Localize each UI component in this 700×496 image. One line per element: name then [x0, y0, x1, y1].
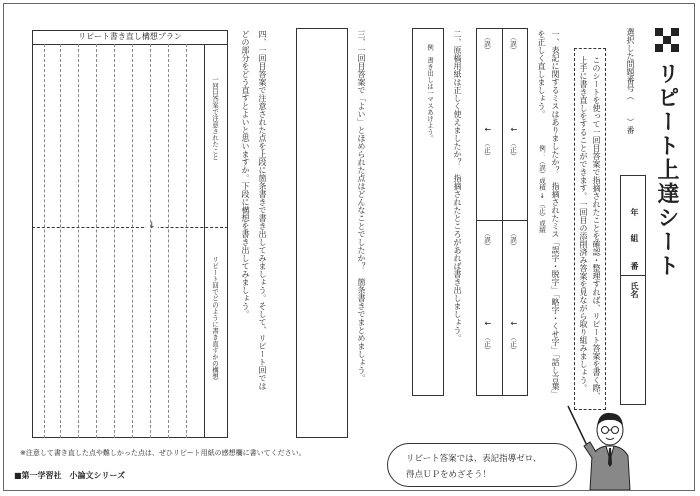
plan-line — [96, 44, 97, 438]
intro-line-2: 上手に書き直しをすることができます。一回目の添削済み答案を見ながら取り組みましょう。 — [579, 56, 588, 392]
speech-line-1: リピート答案では、表記指導ゼロ、 — [406, 454, 542, 464]
plan-header: リピート書き直し構想プラン — [78, 32, 182, 41]
speech-line-2: 得点ＵＰをめざそう！ — [406, 470, 492, 480]
q1-pair-2-wrong: （誤） — [509, 230, 517, 250]
plan-middle-arrow: ↓ — [148, 221, 156, 231]
plan-line — [60, 44, 61, 438]
teacher-illustration-icon — [566, 404, 636, 490]
selected-problem-number: 選択した問題番号（）番 — [626, 28, 635, 134]
grade-label: 年 — [630, 208, 639, 216]
q1-text-line-2: を正しく直しましょう。 — [537, 30, 546, 118]
plan-line — [78, 44, 79, 438]
q1-divider-v — [502, 28, 503, 396]
plan-label-divider — [204, 44, 205, 438]
q1-pair-1-right: （正） — [509, 140, 517, 160]
q1-pair-3-right: （正） — [483, 140, 491, 160]
q3-text: 三、一回目答案で「よい」とほめられた点はどんなことでしたか？ 箇条書きでまとめましょう。 — [357, 30, 366, 382]
name-label: 氏名 — [630, 282, 639, 298]
q1-pair-2-arrow: ↓ — [509, 320, 518, 327]
q1-pair-4-right: （正） — [483, 334, 491, 354]
q1-example: 例：（誤）成積 → （正）成績 — [538, 145, 546, 233]
plan-middle-rule — [32, 227, 228, 228]
plan-line — [44, 44, 45, 438]
plan-line — [186, 44, 187, 438]
q1-divider-h — [476, 220, 528, 221]
publisher-label: ■第一学習社 小論文シリーズ — [14, 471, 126, 480]
plan-line — [150, 44, 151, 438]
student-divider — [620, 275, 646, 276]
plan-lower-label: リピート回でどのように書き直すかの構想 — [211, 256, 219, 380]
speech-bubble — [387, 443, 577, 487]
q1-pair-1-wrong: （誤） — [509, 34, 517, 54]
q1-text-line-1: 一、表記に関するミスはありましたか？ 指摘されたミス「誤字・脱字」「略字・くせ字」「話し言葉」 — [551, 30, 560, 398]
class-label: 組 — [630, 234, 639, 242]
q3-answer-box[interactable] — [296, 28, 348, 438]
q4-text-line-2: どの部分をどう直すとよいと思いますか。下段に構想を書き出してみましょう。 — [241, 30, 250, 318]
q2-example: 例 書き出しは一マスあけよう。 — [426, 44, 434, 142]
number-label: 番 — [630, 262, 639, 270]
page-title: リピート上達シート — [654, 62, 679, 278]
logo-icon — [655, 28, 679, 52]
intro-line-1: このシートを使って一回目答案で指摘されたことを確認・整理すれば、リピート答案を書く際、 — [592, 56, 601, 400]
plan-box — [32, 30, 228, 438]
plan-line — [114, 44, 115, 438]
q4-text-line-1: 四、一回目答案で注意された点を上段に箇条書きで書き出してみましょう。そして、リピート回では — [258, 30, 267, 390]
q1-pair-4-arrow: ↓ — [483, 320, 492, 327]
plan-line — [168, 44, 169, 438]
q1-pair-3-arrow: ↓ — [483, 126, 492, 133]
q1-pair-3-wrong: （誤） — [483, 34, 491, 54]
footnote: ※注意して書き直した点や難しかった点は、ぜひリピート用紙の感想欄に書いてください。 — [20, 449, 306, 457]
q1-pair-4-wrong: （誤） — [483, 230, 491, 250]
q1-pair-2-right: （正） — [509, 334, 517, 354]
plan-header-rule — [32, 44, 228, 45]
q2-text: 二、原稿用紙は正しく使えましたか？ 指摘されたところがあれば書き出しましょう。 — [453, 30, 462, 342]
plan-upper-label: 一回目答案で注意されたこと — [211, 76, 219, 161]
q1-pair-1-arrow: ↓ — [509, 126, 518, 133]
plan-line — [132, 44, 133, 438]
